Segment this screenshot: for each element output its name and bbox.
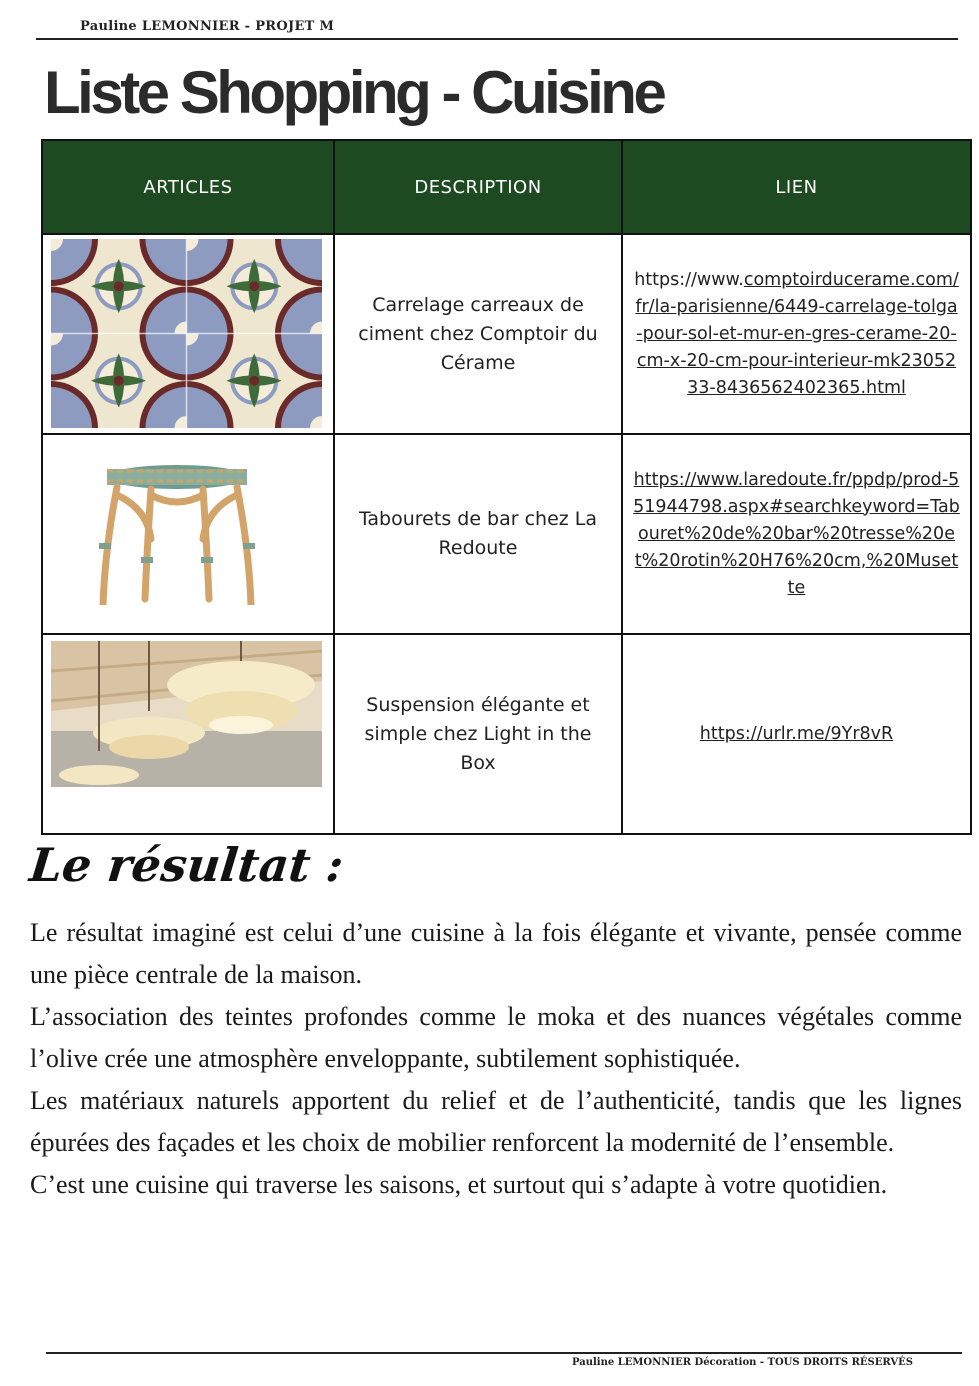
table-row — [42, 434, 971, 634]
article-cell — [42, 434, 334, 634]
pendant-lamp-image — [51, 641, 322, 787]
shopping-table — [41, 139, 972, 835]
table-row — [42, 234, 971, 434]
result-body — [30, 912, 962, 1206]
result-heading: Le résultat : — [27, 838, 347, 892]
table-header-row — [42, 140, 971, 234]
footer-divider — [46, 1352, 962, 1354]
link-url[interactable]: comptoirducerame.com/fr/la-parisienne/6449-carrelage-tolga-pour-sol-et-mur-en-gres-cerame-20-cm-x-20-cm-pour-interieur-mk2305233-8436562402365.html — [635, 269, 959, 398]
result-paragraph: L’association des teintes profondes comme le moka et des nuances végétales comme l’olive crée une atmosphère enveloppante, subtilement sophistiquée. — [30, 1002, 962, 1073]
link-cell — [622, 434, 971, 634]
header-author: Pauline LEMONNIER - PROJET M — [80, 19, 335, 34]
article-cell — [42, 234, 334, 434]
link-cell — [622, 634, 971, 834]
link-prefix[interactable]: https://www. — [634, 269, 744, 290]
description-cell — [334, 634, 622, 834]
article-description: Tabourets de bar chez La Redoute — [358, 508, 598, 559]
article-link[interactable] — [623, 467, 970, 602]
description-cell — [334, 434, 622, 634]
column-header-description: DESCRIPTION — [334, 140, 622, 234]
article-cell — [42, 634, 334, 834]
result-paragraph: Les matériaux naturels apportent du relief et de l’authenticité, tandis que les lignes épurées des façades et les choix de mobilier renforcent la modernité de l’ensemble. — [30, 1086, 962, 1157]
link-url[interactable]: https://www.laredoute.fr/ppdp/prod-551944798.aspx#searchkeyword=Tabouret%20de%20bar%20tresse%20et%20rotin%20H76%20cm,%20Musette — [633, 469, 960, 598]
footer-copyright: Pauline LEMONNIER Décoration - TOUS DROITS RÉSERVÉS — [572, 1357, 913, 1368]
table-row — [42, 634, 971, 834]
article-link[interactable] — [623, 267, 970, 402]
link-url[interactable]: https://urlr.me/9Yr8vR — [699, 723, 894, 744]
column-header-lien: LIEN — [622, 140, 971, 234]
article-link[interactable] — [623, 721, 970, 748]
article-description: Suspension élégante et simple chez Light in the Box — [364, 693, 592, 774]
header-divider — [36, 38, 958, 40]
article-description: Carrelage carreaux de ciment chez Comptoir du Cérame — [358, 293, 598, 374]
page-title: Liste Shopping - Cuisine — [44, 59, 664, 126]
result-paragraph: C’est une cuisine qui traverse les saisons, et surtout qui s’adapte à votre quotidien. — [30, 1170, 888, 1199]
link-cell — [622, 234, 971, 434]
bar-stool-image — [69, 439, 285, 605]
cement-tile-image — [51, 239, 322, 428]
description-cell — [334, 234, 622, 434]
column-header-articles: ARTICLES — [42, 140, 334, 234]
result-paragraph: Le résultat imaginé est celui d’une cuisine à la fois élégante et vivante, pensée comme une pièce centrale de la maison. — [30, 918, 962, 989]
